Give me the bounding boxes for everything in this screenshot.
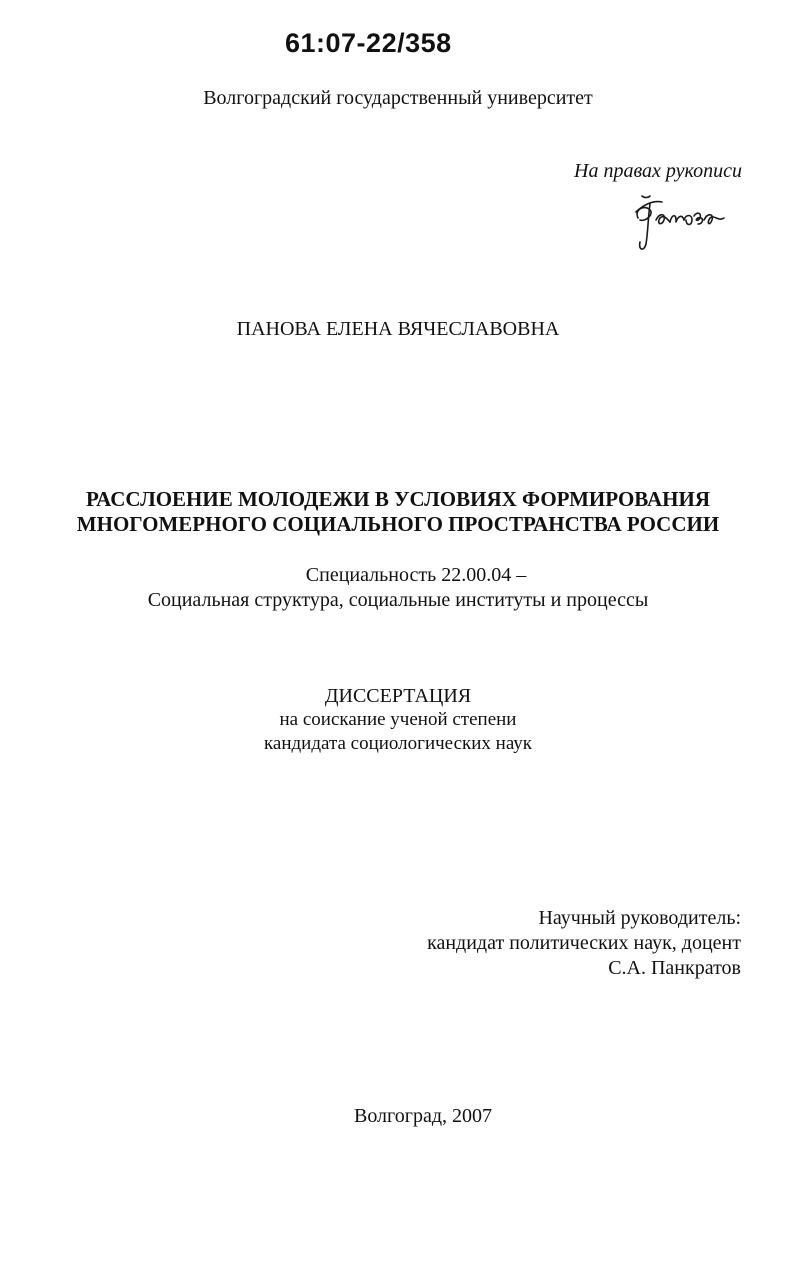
supervisor-name: С.А. Панкратов <box>608 957 741 979</box>
document-type: ДИССЕРТАЦИЯ <box>324 685 472 707</box>
archive-stamp-code: 61:07-22/358 <box>285 28 452 58</box>
supervisor-label: Научный руководитель: <box>538 907 741 929</box>
specialty-name: Социальная структура, социальные институты и процессы <box>147 589 649 611</box>
degree-purpose-line-1: на соискание ученой степени <box>279 709 517 730</box>
degree-purpose-line-2: кандидата социологических наук <box>263 733 533 754</box>
author-signature <box>632 192 736 256</box>
supervisor-degree: кандидат политических наук, доцент <box>427 932 741 954</box>
manuscript-rights-note: На правах рукописи <box>574 160 742 182</box>
specialty-code: Специальность 22.00.04 – <box>305 564 527 586</box>
city-and-year: Волгоград, 2007 <box>353 1105 493 1127</box>
thesis-title-line-1: РАССЛОЕНИЕ МОЛОДЕЖИ В УСЛОВИЯХ ФОРМИРОВАНИЯ <box>86 487 710 511</box>
thesis-title-line-2: МНОГОМЕРНОГО СОЦИАЛЬНОГО ПРОСТРАНСТВА РОССИИ <box>76 512 720 536</box>
university-name: Волгоградский государственный университет <box>203 87 593 109</box>
author-name: ПАНОВА ЕЛЕНА ВЯЧЕСЛАВОВНА <box>236 318 560 340</box>
